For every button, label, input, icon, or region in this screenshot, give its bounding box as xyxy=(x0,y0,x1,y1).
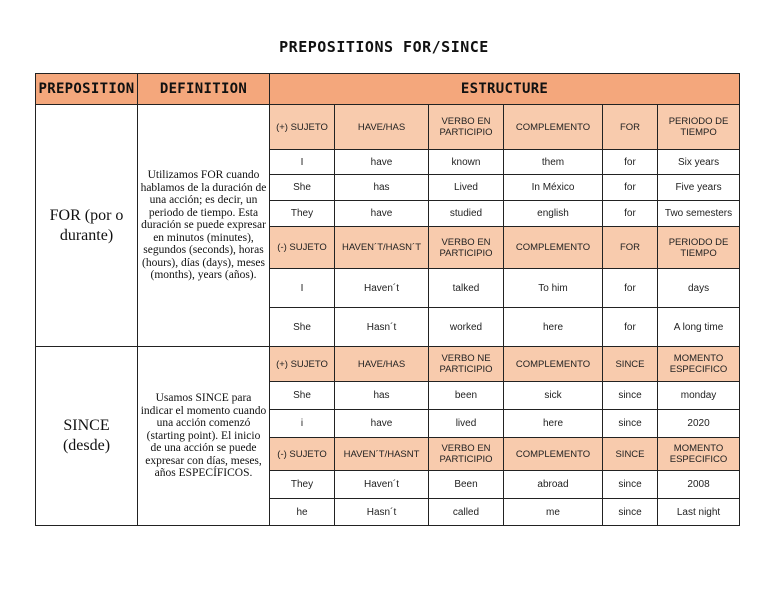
cell-auxiliary: Hasn´t xyxy=(335,499,429,526)
for-definition-text: Utilizamos FOR cuando hablamos de la duración de una acción; es decir, un periodo de tiempo. Esta duración se puede expresar en minutos (minutes), segundos (seconds), horas (hours), días (days), meses (months), years (años). xyxy=(138,105,270,347)
for-preposition-label: FOR (por o durante) xyxy=(36,105,138,347)
header-cell-subject: (-) SUJETO xyxy=(270,438,335,471)
cell-time: 2020 xyxy=(658,410,740,438)
cell-participle: lived xyxy=(429,410,504,438)
header-cell-preposition: FOR xyxy=(603,227,658,269)
cell-participle: known xyxy=(429,150,504,175)
preposition-header: PREPOSITION xyxy=(36,74,138,105)
cell-participle: studied xyxy=(429,201,504,227)
header-cell-auxiliary: HAVE/HAS xyxy=(335,347,429,382)
cell-subject: he xyxy=(270,499,335,526)
cell-subject: She xyxy=(270,382,335,410)
header-cell-preposition: SINCE xyxy=(603,438,658,471)
cell-subject: She xyxy=(270,175,335,201)
header-cell-auxiliary: HAVEN´T/HASNT xyxy=(335,438,429,471)
cell-preposition: for xyxy=(603,308,658,347)
header-cell-preposition: FOR xyxy=(603,105,658,150)
header-cell-time: MOMENTO ESPECIFICO xyxy=(658,438,740,471)
header-cell-participle: VERBO EN PARTICIPIO xyxy=(429,227,504,269)
positive-structure-header xyxy=(36,105,740,150)
cell-participle: Been xyxy=(429,471,504,499)
header-cell-preposition: SINCE xyxy=(603,347,658,382)
cell-preposition: since xyxy=(603,382,658,410)
cell-time: days xyxy=(658,269,740,308)
cell-auxiliary: has xyxy=(335,382,429,410)
cell-preposition: for xyxy=(603,150,658,175)
cell-auxiliary: has xyxy=(335,175,429,201)
header-cell-participle: VERBO EN PARTICIPIO xyxy=(429,438,504,471)
cell-complement: In México xyxy=(504,175,603,201)
header-cell-auxiliary: HAVEN´T/HASN´T xyxy=(335,227,429,269)
cell-auxiliary: Haven´t xyxy=(335,269,429,308)
cell-auxiliary: have xyxy=(335,150,429,175)
cell-time: monday xyxy=(658,382,740,410)
header-row xyxy=(36,74,740,105)
since-preposition-label: SINCE (desde) xyxy=(36,347,138,526)
structure-header: ESTRUCTURE xyxy=(270,74,740,105)
cell-complement: me xyxy=(504,499,603,526)
cell-complement: To him xyxy=(504,269,603,308)
definition-header: DEFINITION xyxy=(138,74,270,105)
cell-preposition: for xyxy=(603,175,658,201)
cell-complement: here xyxy=(504,308,603,347)
cell-time: Two semesters xyxy=(658,201,740,227)
cell-complement: them xyxy=(504,150,603,175)
cell-preposition: since xyxy=(603,410,658,438)
header-cell-subject: (+) SUJETO xyxy=(270,105,335,150)
cell-auxiliary: have xyxy=(335,201,429,227)
cell-auxiliary: Haven´t xyxy=(335,471,429,499)
cell-preposition: since xyxy=(603,471,658,499)
cell-subject: I xyxy=(270,150,335,175)
header-cell-subject: (-) SUJETO xyxy=(270,227,335,269)
header-cell-participle: VERBO NE PARTICIPIO xyxy=(429,347,504,382)
cell-time: A long time xyxy=(658,308,740,347)
cell-auxiliary: Hasn´t xyxy=(335,308,429,347)
header-cell-subject: (+) SUJETO xyxy=(270,347,335,382)
positive-structure-header xyxy=(36,347,740,382)
cell-complement: abroad xyxy=(504,471,603,499)
cell-participle: talked xyxy=(429,269,504,308)
cell-preposition: since xyxy=(603,499,658,526)
cell-subject: I xyxy=(270,269,335,308)
cell-preposition: for xyxy=(603,201,658,227)
cell-auxiliary: have xyxy=(335,410,429,438)
cell-time: 2008 xyxy=(658,471,740,499)
header-cell-complement: COMPLEMENTO xyxy=(504,105,603,150)
cell-complement: here xyxy=(504,410,603,438)
header-cell-complement: COMPLEMENTO xyxy=(504,438,603,471)
cell-participle: worked xyxy=(429,308,504,347)
header-cell-auxiliary: HAVE/HAS xyxy=(335,105,429,150)
header-cell-time: PERIODO DE TIEMPO xyxy=(658,227,740,269)
cell-participle: called xyxy=(429,499,504,526)
cell-time: Five years xyxy=(658,175,740,201)
header-cell-complement: COMPLEMENTO xyxy=(504,347,603,382)
cell-subject: i xyxy=(270,410,335,438)
header-cell-time: MOMENTO ESPECIFICO xyxy=(658,347,740,382)
cell-time: Six years xyxy=(658,150,740,175)
cell-subject: She xyxy=(270,308,335,347)
cell-complement: sick xyxy=(504,382,603,410)
cell-complement: english xyxy=(504,201,603,227)
header-cell-participle: VERBO EN PARTICIPIO xyxy=(429,105,504,150)
cell-participle: been xyxy=(429,382,504,410)
cell-participle: Lived xyxy=(429,175,504,201)
page-title: PREPOSITIONS FOR/SINCE xyxy=(279,38,489,56)
since-definition-text: Usamos SINCE para indicar el momento cuando una acción comenzó (starting point). El inicio de una acción se puede expresar con días, meses, años ESPECÍFICOS. xyxy=(138,347,270,526)
prepositions-table xyxy=(35,73,740,526)
cell-subject: They xyxy=(270,471,335,499)
header-cell-complement: COMPLEMENTO xyxy=(504,227,603,269)
header-cell-time: PERIODO DE TIEMPO xyxy=(658,105,740,150)
cell-time: Last night xyxy=(658,499,740,526)
cell-preposition: for xyxy=(603,269,658,308)
cell-subject: They xyxy=(270,201,335,227)
